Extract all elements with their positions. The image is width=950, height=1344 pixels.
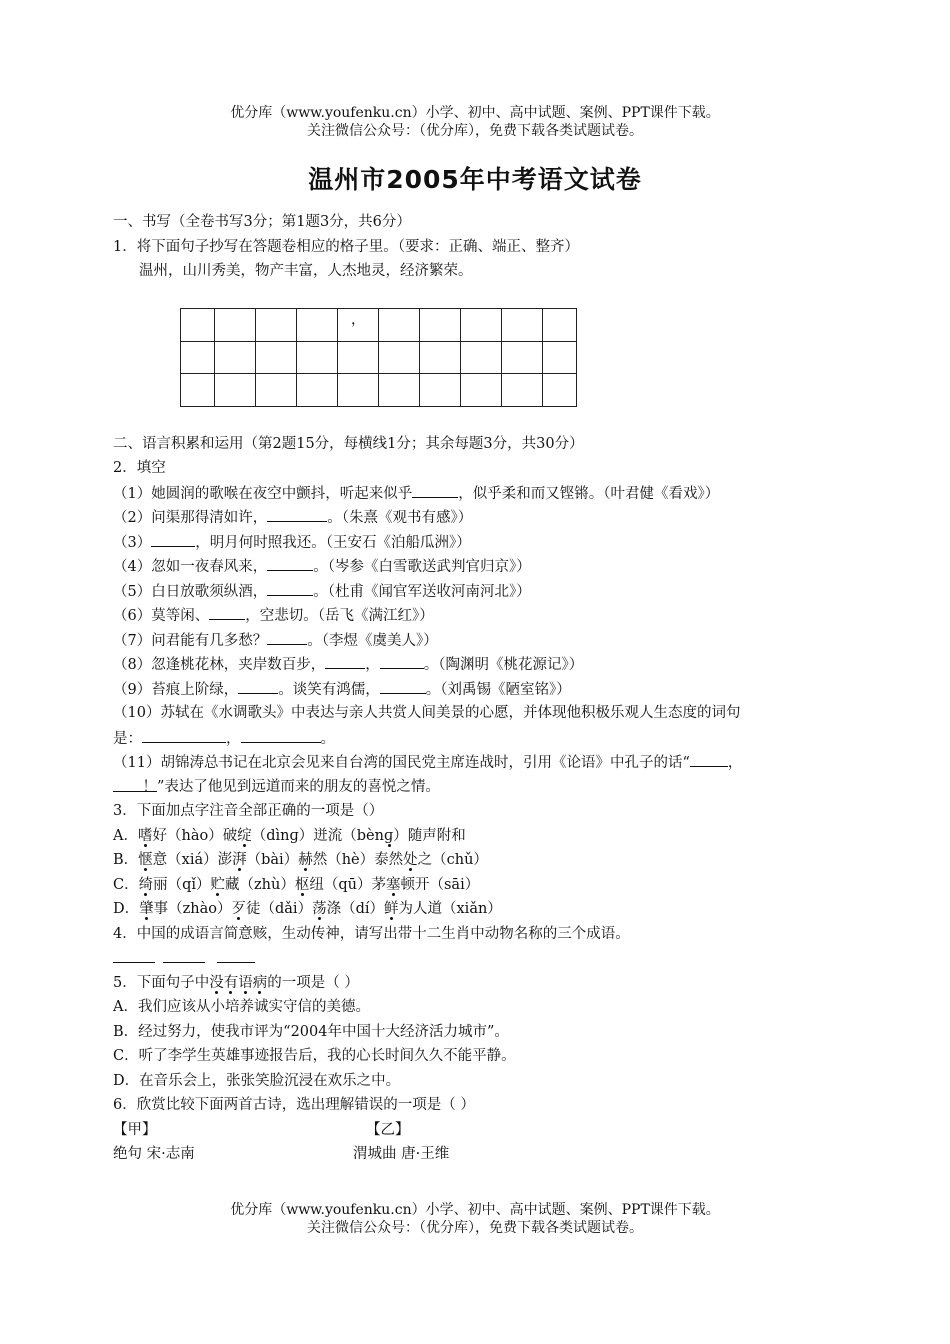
answer-blank[interactable] <box>380 677 426 694</box>
section-2-heading: 二、语言积累和运用（第2题15分，每横线1分；其余每题3分，共30分） <box>113 435 584 452</box>
header-line-1: 优分库（www.youfenku.cn）小学、初中、高中试题、案例、PPT课件下载。 <box>230 105 720 121</box>
exam-content <box>113 210 853 1167</box>
fill-item-11-line-1: （11）胡锦涛总书记在北京会见来自台湾的国民党主席连战时，引用《论语》中孔子的话“ ， <box>113 750 853 775</box>
grid-spacer <box>113 284 853 432</box>
answer-blank[interactable] <box>163 946 205 963</box>
answer-blank[interactable] <box>690 750 728 767</box>
page-footer <box>0 1201 950 1237</box>
fill-item-9: （9）苔痕上阶绿， 。谈笑有鸿儒， 。（刘禹锡《陋室铭》） <box>113 677 853 702</box>
answer-blank[interactable] <box>412 481 458 498</box>
answer-blank[interactable] <box>142 726 226 743</box>
emphasis-char: 病 <box>252 974 268 991</box>
answer-blank[interactable] <box>267 579 313 596</box>
fill-item-11-line-2: ！”表达了他见到远道而来的朋友的喜悦之情。 <box>113 775 853 800</box>
answer-blank[interactable] <box>241 726 321 743</box>
answer-blank[interactable] <box>267 554 313 571</box>
question-4: 4．中国的成语言简意赅，生动传神，请写出带十二生肖中动物名称的三个成语。 <box>113 925 630 942</box>
fill-item-8: （8）忽逢桃花林，夹岸数百步， ， 。（陶渊明《桃花源记》） <box>113 652 853 677</box>
fill-item-4: （4）忽如一夜春风来， 。（岑参《白雪歌送武判官归京》） <box>113 554 853 579</box>
poem-titles <box>113 1142 853 1167</box>
question-6: 6．欣赏比较下面两首古诗，选出理解错误的一项是（ ） <box>113 1097 475 1113</box>
header-line-2: 关注微信公众号：（优分库），免费下载各类试题试卷。 <box>307 123 643 139</box>
answer-blank[interactable] <box>238 677 278 694</box>
footer-line-2: 关注微信公众号：（优分库），免费下载各类试题试卷。 <box>307 1220 643 1236</box>
q5-option-d[interactable]: D．在音乐会上，张张笑脸沉浸在欢乐之中。 <box>113 1072 401 1089</box>
fill-item-2: （2）问渠那得清如许， 。（朱熹《观书有感》） <box>113 505 853 530</box>
q5-dotted-text <box>209 975 267 991</box>
q3-option-b[interactable]: B．惬意（xiá）澎湃（bài）赫然（hè）泰然处之（chǔ） <box>113 852 488 868</box>
fill-item-1: （1）她圆润的歌喉在夜空中颤抖，听起来似乎 ，似乎柔和而又铿锵。（叶君健《看戏》） <box>113 481 853 506</box>
q4-answer-blanks <box>113 946 853 971</box>
section-1-heading: 一、书写（全卷书写3分；第1题3分，共6分） <box>113 214 411 230</box>
poem-a-title: 绝句 宋·志南 <box>113 1146 195 1162</box>
copy-sentence: 温州，山川秀美，物产丰富，人杰地灵，经济繁荣。 <box>139 263 473 279</box>
answer-blank[interactable] <box>151 530 195 547</box>
footer-line-1: 优分库（www.youfenku.cn）小学、初中、高中试题、案例、PPT课件下载。 <box>230 1202 720 1218</box>
q5-option-a[interactable]: A．我们应该从小培养诚实守信的美德。 <box>113 999 370 1015</box>
page-header <box>0 104 950 140</box>
q3-option-c[interactable]: C．绮丽（qǐ）贮藏（zhù）枢纽（qū）茅塞顿开（sāi） <box>113 876 480 893</box>
question-1: 1．将下面句子抄写在答题卷相应的格子里。（要求：正确、端正、整齐） <box>113 238 579 255</box>
answer-blank[interactable] <box>113 946 155 963</box>
exam-title: 温州市2005年中考语文试卷 <box>308 165 642 194</box>
emphasis-char: 有 <box>223 974 239 991</box>
answer-blank[interactable] <box>209 603 245 620</box>
answer-blank[interactable] <box>267 628 307 645</box>
answer-blank[interactable] <box>325 652 365 669</box>
poem-b-title: 渭城曲 唐·王维 <box>353 1146 450 1162</box>
q3-option-d[interactable]: D．肇事（zhào）歹徒（dǎi）荡涤（dí）鲜为人道（xiǎn） <box>113 901 502 917</box>
question-3: 3．下面加点字注音全部正确的一项是（） <box>113 803 384 819</box>
question-2: 2．填空 <box>113 460 166 476</box>
q3-option-a[interactable]: A．嗜好（hào）破绽（dìnɡ）迸流（bènɡ）随声附和 <box>113 827 466 844</box>
fill-item-10-line-2: 是： ， 。 <box>113 726 853 751</box>
answer-blank[interactable] <box>267 505 327 522</box>
fill-item-7: （7）问君能有几多愁？ 。（李煜《虞美人》） <box>113 628 853 653</box>
emphasis-char: 没 <box>209 974 224 991</box>
q5-option-c[interactable]: C．听了李学生英雄事迹报告后，我的心长时间久久不能平静。 <box>113 1048 516 1064</box>
fill-item-3: （3） ，明月何时照我还。（王安石《泊船瓜洲》） <box>113 530 853 555</box>
poem-a-label: 【甲】 <box>113 1121 157 1138</box>
question-5: 5．下面句子中没有语病的一项是（ ） <box>113 974 359 991</box>
answer-blank[interactable] <box>217 946 255 963</box>
answer-blank[interactable]: ！ <box>113 775 157 792</box>
poem-b-label: 【乙】 <box>366 1121 410 1138</box>
poem-labels <box>113 1118 853 1143</box>
grid-comma: ， <box>338 309 379 342</box>
fill-item-5: （5）白日放歌须纵酒， 。（杜甫《闻官军送收河南河北》） <box>113 579 853 604</box>
fill-item-10-line-1: （10）苏轼在《水调歌头》中表达与亲人共赏人间美景的心愿，并体现他积极乐观人生态度的词句 <box>113 705 741 721</box>
emphasis-char: 语 <box>238 974 253 991</box>
answer-blank[interactable] <box>380 652 424 669</box>
fill-item-6: （6）莫等闲、 ，空悲切。（岳飞《满江红》） <box>113 603 853 628</box>
q5-option-b[interactable]: B．经过努力，使我市评为“2004年中国十大经济活力城市”。 <box>113 1023 509 1040</box>
